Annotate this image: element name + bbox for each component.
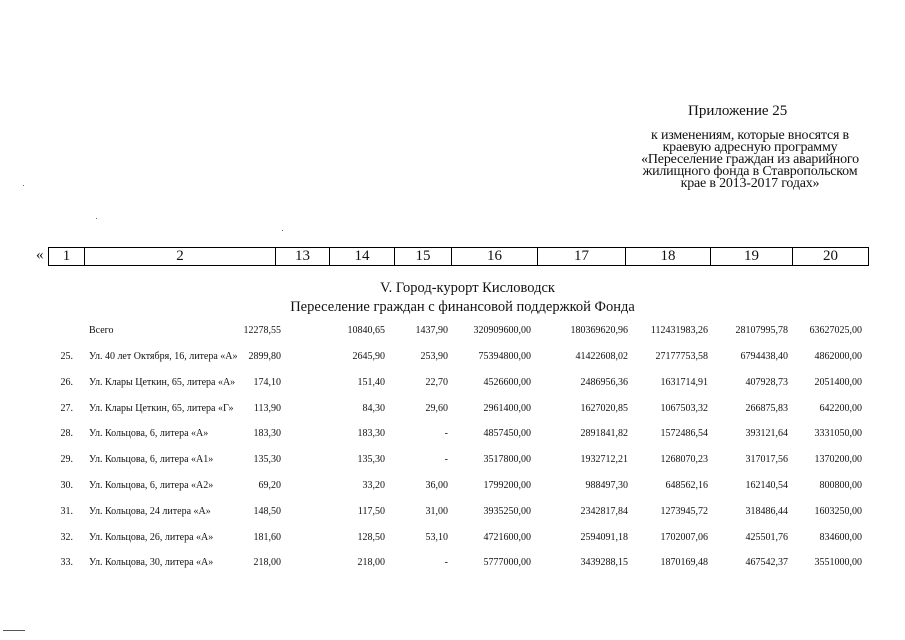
row-value: 1273945,72 — [660, 506, 708, 517]
appendix-note-line: крае в 2013-2017 годах» — [680, 176, 820, 191]
header-cell: 14 — [330, 248, 395, 265]
row-number: 28. — [60, 428, 73, 439]
total-value: 320909600,00 — [473, 325, 531, 336]
row-value: 2899,80 — [248, 351, 281, 362]
row-address: Ул. Кольцова, 26, литера «А» — [89, 532, 214, 543]
total-value: 12278,55 — [243, 325, 281, 336]
section-title: V. Город-курорт Кисловодск — [380, 280, 555, 296]
header-cell: 1 — [49, 248, 85, 265]
row-value: 317017,56 — [745, 454, 788, 465]
row-value: 834600,00 — [819, 532, 862, 543]
row-value: 5777000,00 — [483, 557, 531, 568]
row-value: 2961400,00 — [483, 403, 531, 414]
row-address: Ул. Кольцова, 30, литера «А» — [89, 557, 214, 568]
row-value: 36,00 — [425, 480, 448, 491]
row-value: 3331050,00 — [814, 428, 862, 439]
appendix-note-line: краевую адресную программу — [662, 140, 838, 155]
table-row — [0, 454, 905, 468]
total-value: 10840,65 — [347, 325, 385, 336]
row-address: Ул. Клары Цеткин, 65, литера «А» — [89, 377, 236, 388]
table-row — [0, 480, 905, 494]
row-value: 3517800,00 — [483, 454, 531, 465]
row-value: 1603250,00 — [814, 506, 862, 517]
row-value: 135,30 — [357, 454, 385, 465]
total-row — [0, 325, 905, 339]
table-row — [0, 506, 905, 520]
row-value: 2594091,18 — [580, 532, 628, 543]
row-value: 2891841,82 — [580, 428, 628, 439]
table-row — [0, 557, 905, 571]
total-value: 180369620,96 — [570, 325, 628, 336]
row-value: 1870169,48 — [660, 557, 708, 568]
header-cell: 13 — [276, 248, 330, 265]
table-row — [0, 403, 905, 417]
row-value: 2051400,00 — [814, 377, 862, 388]
row-value: 648562,16 — [665, 480, 708, 491]
row-number: 27. — [60, 403, 73, 414]
row-value: 425501,76 — [745, 532, 788, 543]
row-address: Ул. Клары Цеткин, 65, литера «Г» — [89, 403, 234, 414]
row-value: - — [444, 454, 448, 465]
row-value: 318486,44 — [745, 506, 788, 517]
table-row — [0, 351, 905, 365]
row-value: 4862000,00 — [814, 351, 862, 362]
row-number: 26. — [60, 377, 73, 388]
total-value: 112431983,26 — [650, 325, 708, 336]
appendix-note-line: к изменениям, которые вносятся в — [651, 128, 849, 143]
row-value: 4857450,00 — [483, 428, 531, 439]
row-address: Ул. Кольцова, 6, литера «А» — [89, 428, 209, 439]
row-value: 33,20 — [362, 480, 385, 491]
row-number: 25. — [60, 351, 73, 362]
row-value: 84,30 — [362, 403, 385, 414]
total-value: 1437,90 — [415, 325, 448, 336]
table-row — [0, 428, 905, 442]
row-value: 22,70 — [425, 377, 448, 388]
row-value: 1627020,85 — [580, 403, 628, 414]
table-header-row — [48, 247, 869, 266]
row-value: 800800,00 — [819, 480, 862, 491]
row-value: 393121,64 — [745, 428, 788, 439]
row-value: 162140,54 — [745, 480, 788, 491]
row-value: 183,30 — [357, 428, 385, 439]
row-value: 467542,37 — [745, 557, 788, 568]
header-cell: 20 — [823, 248, 838, 264]
header-cell: 17 — [538, 248, 626, 265]
row-value: 3439288,15 — [580, 557, 628, 568]
section-subtitle: Переселение граждан с финансовой поддержкой Фонда — [290, 299, 635, 315]
row-address: Ул. Кольцова, 6, литера «А1» — [89, 454, 214, 465]
row-value: 642200,00 — [819, 403, 862, 414]
row-value: 117,50 — [357, 506, 385, 517]
row-value: 181,60 — [253, 532, 281, 543]
row-value: 29,60 — [425, 403, 448, 414]
row-value: 183,30 — [253, 428, 281, 439]
row-value: 2645,90 — [352, 351, 385, 362]
row-value: 31,00 — [425, 506, 448, 517]
row-value: 75394800,00 — [478, 351, 531, 362]
footer-rule — [3, 630, 25, 631]
row-value: 407928,73 — [745, 377, 788, 388]
row-value: 1932712,21 — [580, 454, 628, 465]
row-value: 1799200,00 — [483, 480, 531, 491]
header-cell: 19 — [711, 248, 793, 265]
row-number: 30. — [60, 480, 73, 491]
row-value: 69,20 — [258, 480, 281, 491]
row-value: 113,90 — [253, 403, 281, 414]
header-cell: 15 — [395, 248, 452, 265]
row-value: 218,00 — [357, 557, 385, 568]
row-value: 1631714,91 — [660, 377, 708, 388]
header-cell: 2 — [85, 248, 276, 265]
row-value: 1702007,06 — [660, 532, 708, 543]
row-value: 3551000,00 — [814, 557, 862, 568]
total-value: 28107995,78 — [735, 325, 788, 336]
row-address: Ул. 40 лет Октября, 16, литера «А» — [89, 351, 238, 362]
table-row — [0, 377, 905, 391]
row-value: 3935250,00 — [483, 506, 531, 517]
row-value: - — [444, 428, 448, 439]
row-value: 4721600,00 — [483, 532, 531, 543]
table-row — [0, 532, 905, 546]
row-value: 253,90 — [420, 351, 448, 362]
row-number: 29. — [60, 454, 73, 465]
row-value: 53,10 — [425, 532, 448, 543]
row-value: 988497,30 — [585, 480, 628, 491]
appendix-note-line: «Переселение граждан из аварийного — [641, 152, 859, 167]
row-value: 2342817,84 — [580, 506, 628, 517]
row-value: 174,10 — [253, 377, 281, 388]
row-value: 151,40 — [357, 377, 385, 388]
appendix-note — [600, 130, 900, 190]
row-value: 1370200,00 — [814, 454, 862, 465]
row-value: - — [444, 557, 448, 568]
row-value: 2486956,36 — [580, 377, 628, 388]
row-value: 1067503,32 — [660, 403, 708, 414]
scan-speck — [282, 230, 283, 231]
row-number: 31. — [60, 506, 73, 517]
scan-speck — [96, 218, 97, 219]
row-address: Ул. Кольцова, 6, литера «А2» — [89, 480, 214, 491]
row-value: 41422608,02 — [575, 351, 628, 362]
row-value: 1268070,23 — [660, 454, 708, 465]
row-number: 33. — [60, 557, 73, 568]
row-value: 135,30 — [253, 454, 281, 465]
row-value: 148,50 — [253, 506, 281, 517]
total-label: Всего — [89, 325, 114, 336]
row-value: 27177753,58 — [655, 351, 708, 362]
header-cell: 18 — [626, 248, 711, 265]
row-number: 32. — [60, 532, 73, 543]
row-value: 6794438,40 — [740, 351, 788, 362]
row-value: 4526600,00 — [483, 377, 531, 388]
row-address: Ул. Кольцова, 24 литера «А» — [89, 506, 211, 517]
open-quote: « — [36, 247, 44, 263]
row-value: 128,50 — [357, 532, 385, 543]
row-value: 1572486,54 — [660, 428, 708, 439]
row-value: 266875,83 — [745, 403, 788, 414]
scan-speck — [23, 185, 24, 186]
appendix-note-line: жилищного фонда в Ставропольском — [642, 164, 858, 179]
header-cell: 16 — [452, 248, 538, 265]
appendix-title: Приложение 25 — [688, 103, 788, 119]
total-value: 63627025,00 — [809, 325, 862, 336]
row-value: 218,00 — [253, 557, 281, 568]
